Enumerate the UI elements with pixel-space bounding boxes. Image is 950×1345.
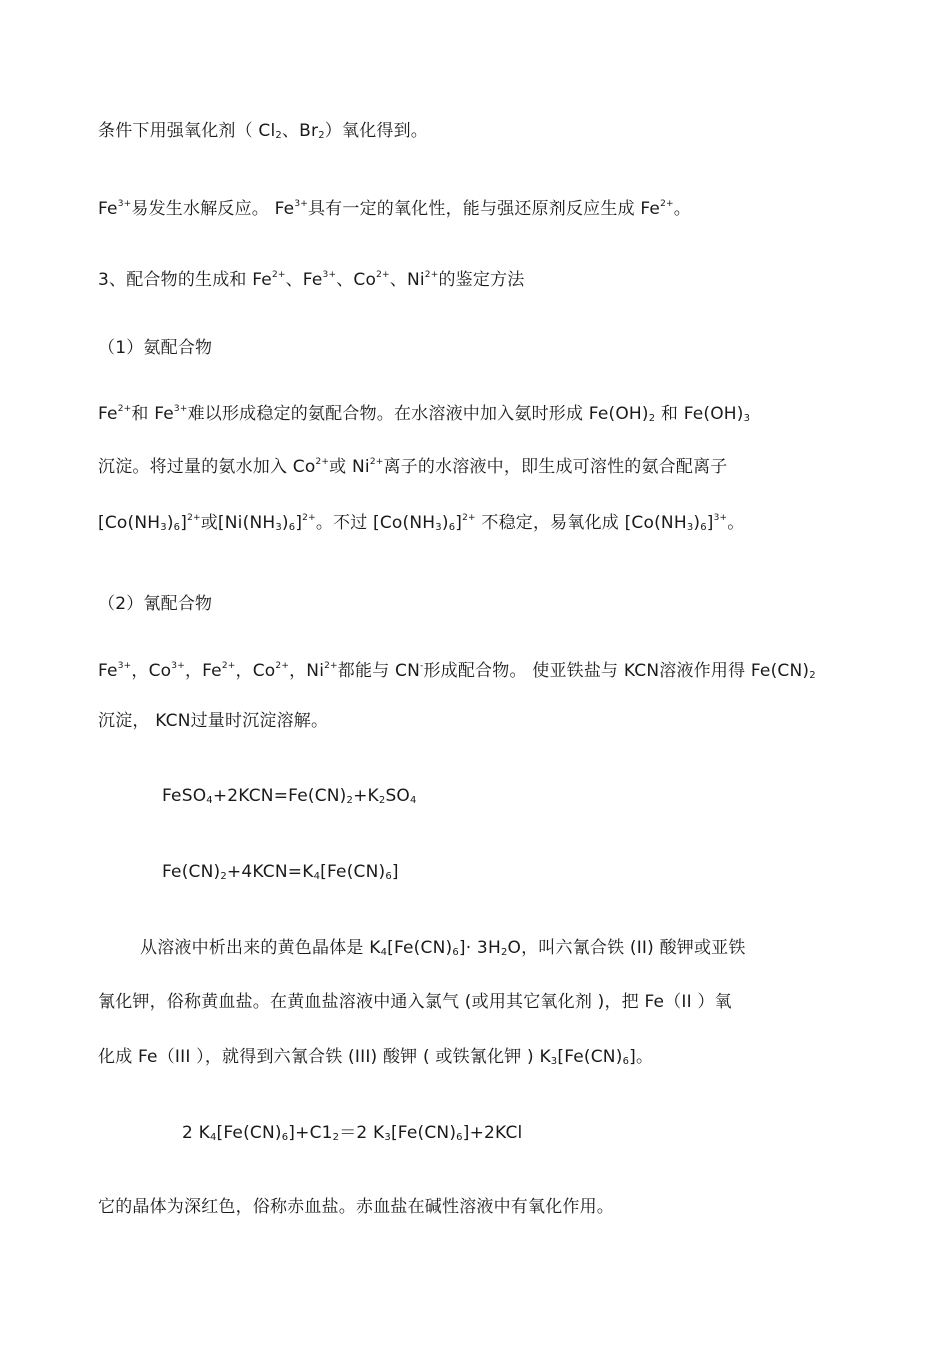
text-run: 它的晶体为深红色，俗称赤血盐。赤血盐在碱性溶液中有氧化作用。 (98, 1197, 614, 1217)
text-run: [Fe(CN) (320, 862, 386, 882)
text-run: ] (180, 513, 188, 533)
superscript: 3+ (117, 661, 132, 671)
text-run: Fe (98, 661, 118, 681)
text-run: ]+2KCl (462, 1123, 523, 1143)
subscript: 6 (288, 522, 296, 533)
equation (182, 1122, 522, 1149)
superscript: 2+ (424, 270, 439, 280)
text-run: 。不过 [Co(NH (315, 513, 436, 533)
text-run: ]。 (629, 1047, 654, 1067)
text-run: 不稳定，易氧化成 [Co(NH (475, 513, 687, 533)
text-run: 具有一定的氧化性，能与强还原剂反应生成 Fe (307, 199, 661, 219)
superscript: 2+ (324, 661, 338, 671)
subscript: 3 (275, 522, 282, 533)
text-run: ，Fe (184, 661, 222, 681)
subscript: 3 (686, 522, 694, 533)
subscript: 3 (384, 1132, 391, 1143)
superscript: 2+ (369, 457, 384, 467)
text-line (98, 451, 727, 478)
subscript: 6 (448, 522, 456, 533)
superscript: 2+ (117, 404, 132, 414)
subscript: 4 (380, 947, 388, 958)
subscript: 2 (648, 413, 656, 424)
text-run: Fe (98, 199, 118, 219)
text-run: 形成配合物。 使亚铁盐与 KCN溶液作用得 Fe(CN) (423, 661, 810, 681)
text-run: 。 (727, 513, 745, 533)
subscript: 2 (275, 130, 282, 141)
text-run: O，叫六氰合铁 (II) 酸钾或亚铁 (507, 938, 746, 958)
subscript: 2 (346, 795, 354, 806)
superscript: 3+ (117, 199, 132, 209)
subscript: 4 (209, 1132, 217, 1143)
text-run: 或[Ni(NH (200, 513, 276, 533)
text-run: ) (281, 513, 289, 533)
text-line (140, 937, 746, 964)
text-run: Fe(CN) (162, 862, 221, 882)
text-run: （1）氨配合物 (98, 338, 213, 358)
subscript: 4 (410, 795, 417, 806)
equation (162, 861, 399, 888)
text-run: 、Co (336, 270, 377, 290)
superscript: 2+ (660, 199, 674, 209)
text-run: ）氧化得到。 (324, 121, 428, 141)
text-line (98, 655, 816, 687)
subscript: 2 (378, 795, 386, 806)
text-run: 、Br (281, 121, 319, 141)
superscript: 2+ (462, 513, 476, 523)
subscript: 3 (160, 522, 167, 533)
superscript: 3+ (322, 270, 337, 280)
subscript: 4 (206, 795, 213, 806)
text-run: ] (706, 513, 714, 533)
text-line (98, 710, 328, 732)
superscript: 3+ (713, 513, 728, 523)
subscript: 2 (332, 1132, 340, 1143)
text-line (98, 1196, 614, 1218)
superscript: 3+ (173, 404, 188, 414)
superscript: 2+ (221, 661, 236, 671)
text-run: ) (166, 513, 174, 533)
subscript: 3 (550, 1056, 558, 1067)
subscript: 2 (500, 947, 508, 958)
subscript: 6 (622, 1056, 630, 1067)
text-run: SO (385, 786, 411, 806)
text-run: （2）氰配合物 (98, 594, 213, 614)
superscript: 3+ (294, 199, 308, 209)
text-run: [Fe(CN) (216, 1123, 282, 1143)
subscript: 6 (452, 947, 459, 958)
text-run: 化成 Fe（III ），就得到六氰合铁 (III) 酸钾 ( 或铁氰化钾 ) K (98, 1047, 551, 1067)
text-run: ，Co (235, 661, 276, 681)
subscript: 2 (809, 670, 816, 681)
text-run: 2 K (182, 1123, 210, 1143)
text-run: 易发生水解反应。 Fe (131, 199, 295, 219)
text-run: 3、配合物的生成和 Fe (98, 270, 272, 290)
subscript: 6 (385, 871, 392, 882)
text-line (98, 507, 745, 539)
text-run: 和 Fe (131, 404, 174, 424)
text-run: 从溶液中析出来的黄色晶体是 K (140, 938, 381, 958)
text-run: ] (455, 513, 463, 533)
text-run: 。 (673, 199, 691, 219)
text-run: 条件下用强氧化剂（ Cl (98, 121, 276, 141)
text-line (98, 1046, 653, 1073)
subscript: 4 (313, 871, 321, 882)
superscript: 2+ (271, 270, 286, 280)
text-run: +K (353, 786, 379, 806)
text-run: [Fe(CN) (390, 1123, 457, 1143)
subscript: 3 (743, 413, 751, 424)
superscript: 2+ (315, 457, 330, 467)
text-run: 、Fe (285, 270, 323, 290)
text-line (98, 991, 732, 1013)
superscript: 3+ (171, 661, 185, 671)
text-run: 沉淀， KCN过量时沉淀溶解。 (98, 711, 329, 731)
superscript: - (420, 661, 424, 671)
subscript: 6 (700, 522, 707, 533)
text-line (98, 120, 428, 147)
text-run: 都能与 CN (337, 661, 420, 681)
superscript: 2+ (187, 513, 201, 523)
text-run: ，Ni (289, 661, 325, 681)
text-run: [Co(NH (98, 513, 161, 533)
text-run: ] (391, 862, 399, 882)
text-run: ] (295, 513, 303, 533)
text-run: +2KCN=Fe(CN) (212, 786, 347, 806)
equation (162, 785, 417, 812)
text-run: 离子的水溶液中，即生成可溶性的氨合配离子 (383, 457, 728, 477)
subsection-heading (98, 337, 212, 359)
text-run: 难以形成稳定的氨配合物。在水溶液中加入氨时形成 Fe(OH) (187, 404, 649, 424)
superscript: 2+ (275, 661, 290, 671)
text-run: 的鉴定方法 (438, 270, 525, 290)
text-run: ＝2 K (339, 1123, 385, 1143)
text-run: [Fe(CN) (387, 938, 453, 958)
text-run: FeSO (162, 786, 207, 806)
subscript: 3 (435, 522, 442, 533)
subscript: 2 (220, 871, 227, 882)
text-line (98, 398, 750, 430)
text-run: ，Co (131, 661, 172, 681)
text-run: 、Ni (389, 270, 425, 290)
text-run: [Fe(CN) (557, 1047, 623, 1067)
superscript: 2+ (302, 513, 316, 523)
text-run: ) (441, 513, 449, 533)
text-line (98, 193, 691, 220)
text-run: ]+C1 (288, 1123, 333, 1143)
subscript: 6 (456, 1132, 463, 1143)
text-run: 和 Fe(OH) (655, 404, 744, 424)
text-run: 或 Ni (329, 457, 370, 477)
text-run: +4KCN=K (226, 862, 314, 882)
subscript: 6 (173, 522, 181, 533)
section-heading (98, 264, 524, 291)
subscript: 6 (281, 1132, 289, 1143)
text-run: ) (693, 513, 701, 533)
subscript: 2 (318, 130, 325, 141)
text-run: 沉淀。将过量的氨水加入 Co (98, 457, 316, 477)
superscript: 2+ (376, 270, 390, 280)
text-run: Fe (98, 404, 118, 424)
text-run: ]· 3H (458, 938, 501, 958)
subsection-heading (98, 593, 212, 615)
text-run: 氰化钾，俗称黄血盐。在黄血盐溶液中通入氯气 (或用其它氧化剂 )，把 Fe（II ）氧 (98, 992, 732, 1012)
